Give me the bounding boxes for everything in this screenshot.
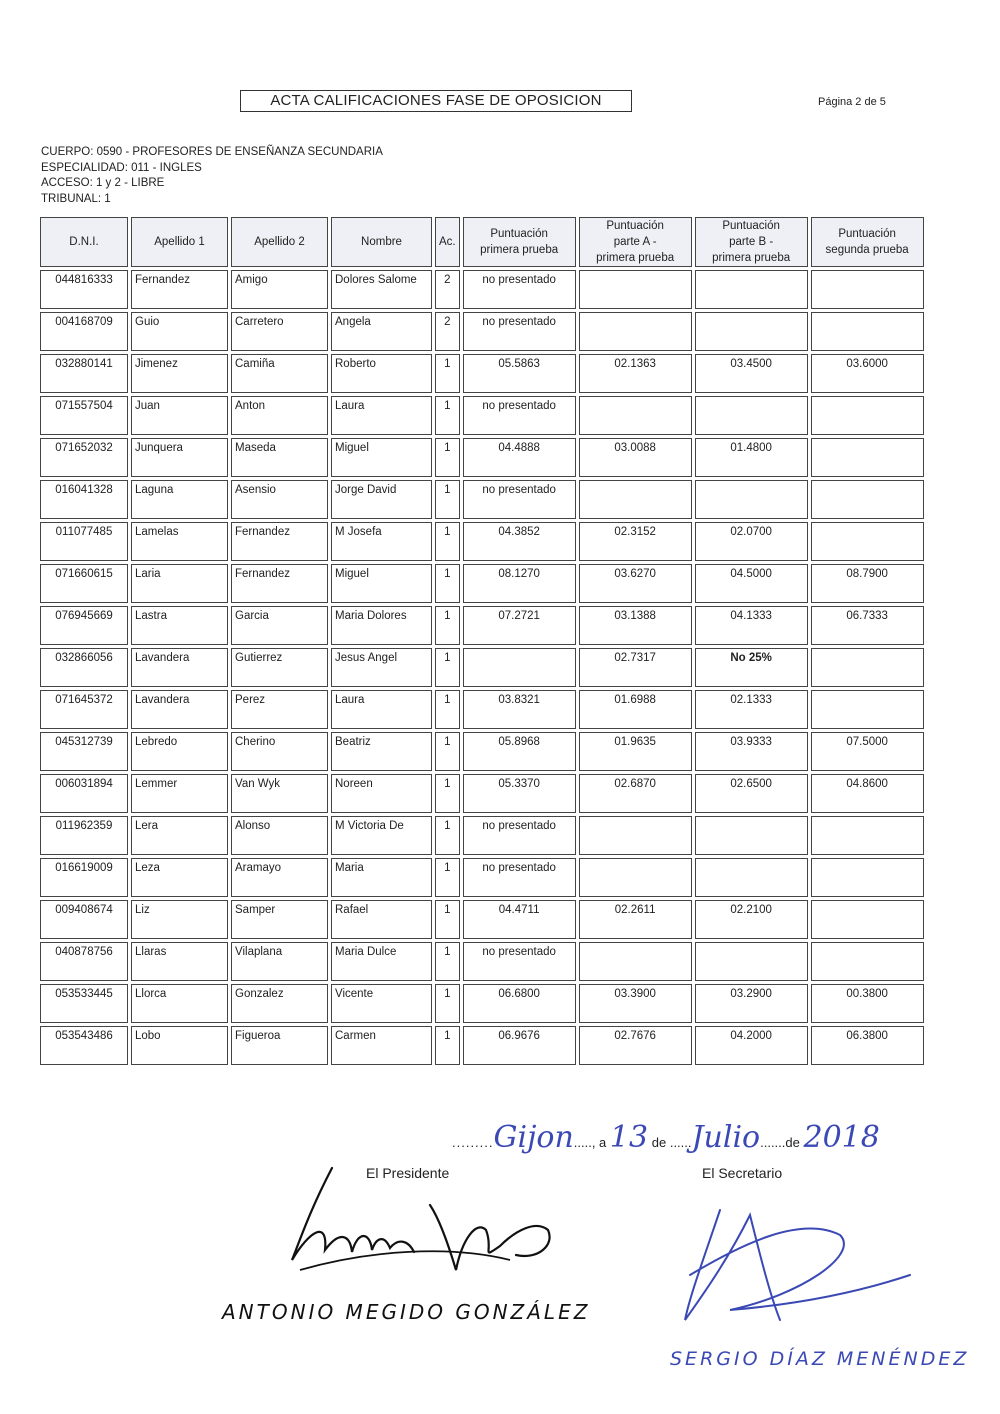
cell-parte-b: 03.4500 (695, 354, 808, 393)
cell-apellido2: Van Wyk (231, 774, 328, 813)
cell-apellido2: Figueroa (231, 1026, 328, 1065)
col-parte-a-l3: primera prueba (596, 252, 675, 264)
cell-primera-prueba: 06.9676 (463, 1026, 576, 1065)
cell-segunda-prueba (811, 480, 924, 519)
cell-ac: 1 (435, 732, 460, 771)
handwritten-city: Gijon (493, 1120, 574, 1155)
cell-ac: 1 (435, 816, 460, 855)
cell-parte-a: 02.7676 (579, 1026, 692, 1065)
cell-primera-prueba: 04.4711 (463, 900, 576, 939)
cell-ac: 1 (435, 942, 460, 981)
table-row (40, 816, 924, 855)
date-de-label-1: de (651, 1135, 667, 1150)
cell-dni: 032880141 (40, 354, 128, 393)
cell-apellido1: Lavandera (131, 690, 228, 729)
cell-parte-a: 02.6870 (579, 774, 692, 813)
cell-parte-b (695, 396, 808, 435)
cell-segunda-prueba: 04.8600 (811, 774, 924, 813)
col-parte-b-l1: Puntuación (722, 220, 780, 232)
cell-segunda-prueba: 00.3800 (811, 984, 924, 1023)
cell-apellido1: Lobo (131, 1026, 228, 1065)
col-parte-b-l3: primera prueba (712, 252, 791, 264)
cell-apellido1: Laria (131, 564, 228, 603)
col-dni: D.N.I. (40, 217, 128, 267)
col-primera-prueba-l1: Puntuación (490, 228, 548, 240)
cell-ac: 1 (435, 606, 460, 645)
cell-parte-b: 04.5000 (695, 564, 808, 603)
secretary-name: SERGIO DÍAZ MENÉNDEZ (670, 1348, 970, 1370)
cell-nombre: Roberto (331, 354, 432, 393)
cell-parte-a (579, 942, 692, 981)
cell-parte-b (695, 942, 808, 981)
cell-apellido1: Lamelas (131, 522, 228, 561)
cell-segunda-prueba: 03.6000 (811, 354, 924, 393)
cell-apellido2: Aramayo (231, 858, 328, 897)
cell-dni: 071652032 (40, 438, 128, 477)
president-label: El Presidente (366, 1165, 450, 1181)
cell-nombre: Noreen (331, 774, 432, 813)
cell-segunda-prueba (811, 270, 924, 309)
cell-dni: 053543486 (40, 1026, 128, 1065)
cell-primera-prueba: no presentado (463, 270, 576, 309)
cell-ac: 1 (435, 1026, 460, 1065)
cell-parte-a (579, 312, 692, 351)
table-header-row (40, 217, 924, 267)
cell-apellido1: Lebredo (131, 732, 228, 771)
handwritten-year: 2018 (803, 1120, 880, 1155)
cell-primera-prueba: 05.3370 (463, 774, 576, 813)
cell-ac: 1 (435, 858, 460, 897)
table-row (40, 732, 924, 771)
date-a-label: , a (591, 1135, 607, 1150)
cell-ac: 1 (435, 354, 460, 393)
cell-nombre: Carmen (331, 1026, 432, 1065)
cell-parte-a (579, 816, 692, 855)
cell-apellido2: Camiña (231, 354, 328, 393)
date-de-label-2: de (785, 1135, 800, 1150)
col-primera-prueba-l2: primera prueba (480, 244, 559, 256)
cell-nombre: Jesus Angel (331, 648, 432, 687)
cell-parte-b (695, 312, 808, 351)
table-row (40, 942, 924, 981)
col-parte-a (579, 217, 692, 267)
cell-parte-a (579, 858, 692, 897)
cell-apellido2: Amigo (231, 270, 328, 309)
cell-dni: 011962359 (40, 816, 128, 855)
cell-segunda-prueba (811, 900, 924, 939)
cell-apellido1: Jimenez (131, 354, 228, 393)
cell-primera-prueba: 08.1270 (463, 564, 576, 603)
cell-dni: 045312739 (40, 732, 128, 771)
cell-apellido1: Guio (131, 312, 228, 351)
cell-apellido1: Lastra (131, 606, 228, 645)
cell-ac: 1 (435, 438, 460, 477)
cell-primera-prueba: no presentado (463, 480, 576, 519)
cell-apellido1: Juan (131, 396, 228, 435)
table-row (40, 984, 924, 1023)
cell-apellido2: Gonzalez (231, 984, 328, 1023)
especialidad-line: ESPECIALIDAD: 011 - INGLES (41, 161, 202, 174)
table-row (40, 858, 924, 897)
cell-parte-b (695, 858, 808, 897)
table-row (40, 900, 924, 939)
cell-segunda-prueba: 06.3800 (811, 1026, 924, 1065)
handwritten-day: 13 (609, 1120, 649, 1155)
cell-dni: 040878756 (40, 942, 128, 981)
cell-parte-a: 02.7317 (579, 648, 692, 687)
cell-apellido1: Laguna (131, 480, 228, 519)
table-row (40, 774, 924, 813)
cell-nombre: Beatriz (331, 732, 432, 771)
cell-parte-b: 04.1333 (695, 606, 808, 645)
cell-ac: 1 (435, 480, 460, 519)
cell-apellido2: Alonso (231, 816, 328, 855)
cell-nombre: Miguel (331, 564, 432, 603)
secretary-signature (670, 1195, 930, 1335)
table-body (40, 270, 924, 1065)
cell-parte-b: 02.6500 (695, 774, 808, 813)
table-row (40, 438, 924, 477)
table-row (40, 270, 924, 309)
cell-dni: 071660615 (40, 564, 128, 603)
cell-ac: 1 (435, 648, 460, 687)
cell-ac: 1 (435, 690, 460, 729)
col-nombre: Nombre (331, 217, 432, 267)
table-row (40, 690, 924, 729)
cell-segunda-prueba (811, 648, 924, 687)
cell-apellido1: Llorca (131, 984, 228, 1023)
col-segunda-prueba-l2: segunda prueba (825, 244, 909, 256)
table-row (40, 354, 924, 393)
cell-primera-prueba: 06.6800 (463, 984, 576, 1023)
col-parte-a-l1: Puntuación (606, 220, 664, 232)
table-row (40, 522, 924, 561)
cell-ac: 2 (435, 312, 460, 351)
cell-primera-prueba (463, 648, 576, 687)
cell-nombre: Jorge David (331, 480, 432, 519)
cell-dni: 071645372 (40, 690, 128, 729)
cell-segunda-prueba: 07.5000 (811, 732, 924, 771)
cell-parte-a (579, 270, 692, 309)
cell-parte-a: 02.3152 (579, 522, 692, 561)
cell-dni: 004168709 (40, 312, 128, 351)
cell-apellido2: Anton (231, 396, 328, 435)
cell-parte-a (579, 480, 692, 519)
cell-apellido2: Perez (231, 690, 328, 729)
cell-parte-b: 02.2100 (695, 900, 808, 939)
col-parte-b-l2: parte B - (729, 236, 774, 248)
cell-segunda-prueba (811, 816, 924, 855)
table-row (40, 312, 924, 351)
cell-ac: 2 (435, 270, 460, 309)
cell-apellido1: Junquera (131, 438, 228, 477)
cell-nombre: M Victoria De (331, 816, 432, 855)
cell-parte-a: 01.6988 (579, 690, 692, 729)
cell-segunda-prueba (811, 942, 924, 981)
cell-parte-a: 03.1388 (579, 606, 692, 645)
cell-parte-a: 03.0088 (579, 438, 692, 477)
cell-apellido1: Lavandera (131, 648, 228, 687)
document-title: ACTA CALIFICACIONES FASE DE OPOSICION (240, 90, 632, 112)
cell-nombre: Maria (331, 858, 432, 897)
cell-apellido2: Asensio (231, 480, 328, 519)
cell-apellido2: Vilaplana (231, 942, 328, 981)
handwritten-month: Julio (691, 1120, 761, 1155)
cell-parte-a: 03.6270 (579, 564, 692, 603)
cell-primera-prueba: 05.5863 (463, 354, 576, 393)
cell-apellido2: Fernandez (231, 522, 328, 561)
table-row (40, 480, 924, 519)
cell-segunda-prueba (811, 396, 924, 435)
cell-apellido1: Lera (131, 816, 228, 855)
cell-primera-prueba: 07.2721 (463, 606, 576, 645)
page-number: Página 2 de 5 (818, 96, 886, 108)
cell-parte-b: 02.0700 (695, 522, 808, 561)
col-segunda-prueba (811, 217, 924, 267)
cell-apellido1: Llaras (131, 942, 228, 981)
cell-nombre: Laura (331, 690, 432, 729)
cell-nombre: Vicente (331, 984, 432, 1023)
cell-segunda-prueba (811, 522, 924, 561)
president-name: ANTONIO MEGIDO GONZÁLEZ (222, 1300, 591, 1324)
cell-parte-b (695, 480, 808, 519)
cell-ac: 1 (435, 900, 460, 939)
cell-segunda-prueba (811, 858, 924, 897)
cell-ac: 1 (435, 984, 460, 1023)
col-ac: Ac. (435, 217, 460, 267)
cell-parte-a: 01.9635 (579, 732, 692, 771)
president-signature (280, 1160, 570, 1290)
cell-primera-prueba: 05.8968 (463, 732, 576, 771)
col-parte-a-l2: parte A - (613, 236, 657, 248)
cell-apellido2: Maseda (231, 438, 328, 477)
cell-parte-b (695, 816, 808, 855)
table-row (40, 606, 924, 645)
cell-dni: 009408674 (40, 900, 128, 939)
cell-nombre: Maria Dulce (331, 942, 432, 981)
cell-nombre: Rafael (331, 900, 432, 939)
table-row (40, 396, 924, 435)
cell-primera-prueba: no presentado (463, 942, 576, 981)
cell-apellido1: Lemmer (131, 774, 228, 813)
cell-segunda-prueba: 06.7333 (811, 606, 924, 645)
cell-ac: 1 (435, 522, 460, 561)
cell-apellido1: Leza (131, 858, 228, 897)
cell-dni: 011077485 (40, 522, 128, 561)
cell-ac: 1 (435, 774, 460, 813)
cell-apellido1: Liz (131, 900, 228, 939)
cuerpo-line: CUERPO: 0590 - PROFESORES DE ENSEÑANZA SECUNDARIA (41, 146, 383, 158)
table-row (40, 1026, 924, 1065)
cell-apellido2: Cherino (231, 732, 328, 771)
cell-apellido2: Gutierrez (231, 648, 328, 687)
cell-parte-a: 03.3900 (579, 984, 692, 1023)
cell-apellido2: Garcia (231, 606, 328, 645)
col-parte-b (695, 217, 808, 267)
cell-apellido2: Carretero (231, 312, 328, 351)
grades-table (37, 214, 927, 1068)
cell-ac: 1 (435, 396, 460, 435)
table-row (40, 648, 924, 687)
col-apellido2: Apellido 2 (231, 217, 328, 267)
cell-parte-b: 01.4800 (695, 438, 808, 477)
cell-dni: 076945669 (40, 606, 128, 645)
cell-apellido2: Fernandez (231, 564, 328, 603)
cell-parte-a (579, 396, 692, 435)
cell-nombre: Laura (331, 396, 432, 435)
cell-primera-prueba: no presentado (463, 816, 576, 855)
cell-dni: 006031894 (40, 774, 128, 813)
cell-nombre: Miguel (331, 438, 432, 477)
cell-parte-b: 03.2900 (695, 984, 808, 1023)
cell-primera-prueba: 04.3852 (463, 522, 576, 561)
cell-parte-b: No 25% (695, 648, 808, 687)
cell-dni: 053533445 (40, 984, 128, 1023)
cell-nombre: M Josefa (331, 522, 432, 561)
place-date-line: .........Gijon....., a 13 de ......Julio.......de 2018 (452, 1120, 880, 1155)
metadata-block (41, 145, 383, 207)
cell-primera-prueba: no presentado (463, 312, 576, 351)
cell-primera-prueba: 04.4888 (463, 438, 576, 477)
cell-apellido1: Fernandez (131, 270, 228, 309)
acceso-line: ACCESO: 1 y 2 - LIBRE (41, 177, 165, 189)
cell-dni: 032866056 (40, 648, 128, 687)
cell-parte-a: 02.1363 (579, 354, 692, 393)
cell-parte-b: 04.2000 (695, 1026, 808, 1065)
secretary-label: El Secretario (702, 1165, 783, 1181)
cell-primera-prueba: no presentado (463, 396, 576, 435)
tribunal-line: TRIBUNAL: 1 (41, 192, 111, 205)
col-primera-prueba (463, 217, 576, 267)
cell-segunda-prueba (811, 312, 924, 351)
table-row (40, 564, 924, 603)
cell-segunda-prueba: 08.7900 (811, 564, 924, 603)
cell-nombre: Maria Dolores (331, 606, 432, 645)
cell-parte-a: 02.2611 (579, 900, 692, 939)
cell-parte-b: 02.1333 (695, 690, 808, 729)
cell-nombre: Angela (331, 312, 432, 351)
cell-dni: 016041328 (40, 480, 128, 519)
col-apellido1: Apellido 1 (131, 217, 228, 267)
cell-dni: 016619009 (40, 858, 128, 897)
cell-parte-b: 03.9333 (695, 732, 808, 771)
cell-nombre: Dolores Salome (331, 270, 432, 309)
cell-parte-b (695, 270, 808, 309)
cell-primera-prueba: no presentado (463, 858, 576, 897)
cell-segunda-prueba (811, 690, 924, 729)
cell-dni: 044816333 (40, 270, 128, 309)
cell-ac: 1 (435, 564, 460, 603)
col-segunda-prueba-l1: Puntuación (838, 228, 896, 240)
cell-primera-prueba: 03.8321 (463, 690, 576, 729)
cell-segunda-prueba (811, 438, 924, 477)
cell-apellido2: Samper (231, 900, 328, 939)
cell-dni: 071557504 (40, 396, 128, 435)
